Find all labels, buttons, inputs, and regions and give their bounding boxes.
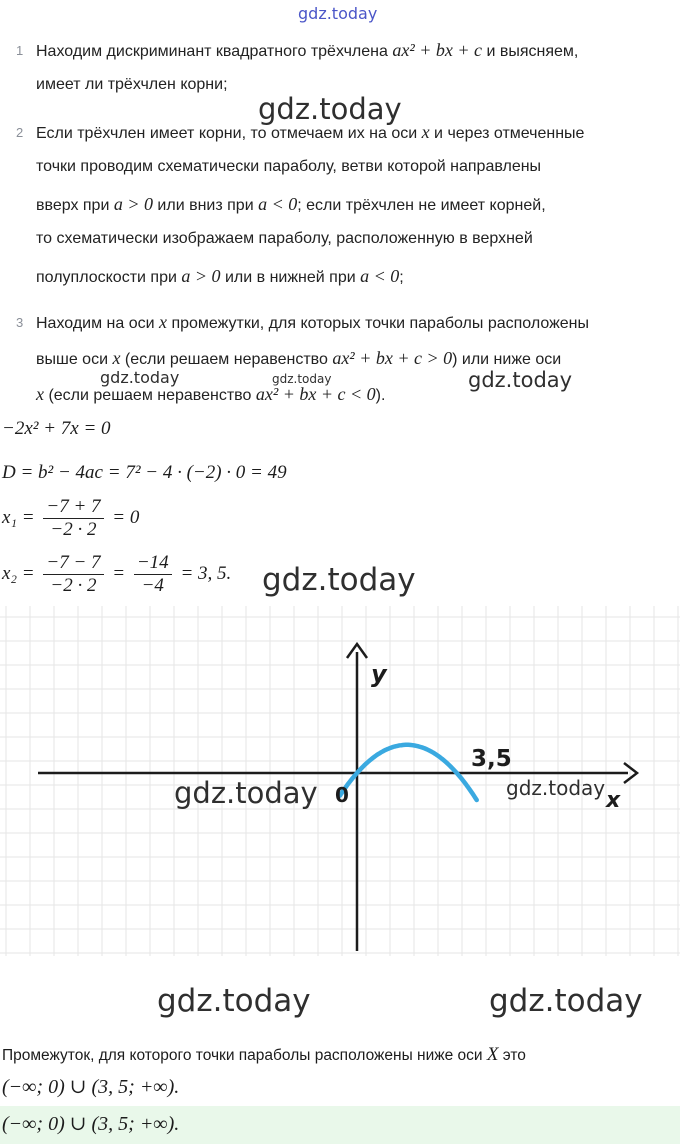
answer-box (0, 1106, 680, 1144)
step-line (36, 348, 561, 369)
step-number: 2 (16, 125, 24, 140)
origin-label: 0 (335, 783, 349, 807)
step-text: выше оси (36, 351, 113, 368)
step-text: или в нижней при (220, 269, 361, 286)
x1-numerator: −7 + 7 (43, 496, 103, 519)
step-text: (если решаем неравенство (44, 387, 256, 404)
step-line (36, 194, 546, 215)
step-text: промежутки, для которых точки параболы расположены (167, 315, 590, 332)
step-text: или вниз при (152, 197, 259, 214)
x2-fraction-simplified (134, 552, 172, 597)
x2-result: = 3, 5. (180, 562, 232, 584)
equation-root-x2 (2, 552, 231, 597)
parabola-graph (0, 606, 680, 956)
math-expression: x (112, 348, 121, 368)
watermark-top: gdz.today (298, 4, 378, 23)
step-text: Если трёхчлен имеет корни, то отмечаем их на оси (36, 125, 422, 142)
math-expression: a > 0 (181, 266, 221, 286)
step-text: вверх при (36, 197, 114, 214)
x2-fraction (43, 552, 103, 597)
equation-quadratic: −2x² + 7x = 0 (2, 418, 111, 439)
step-text: ). (375, 387, 386, 404)
step-line (36, 384, 385, 405)
step-text: ; (399, 269, 404, 286)
step-line (36, 312, 589, 333)
x2-equals: = (112, 562, 126, 584)
step-text: (если решаем неравенство (120, 351, 333, 368)
x2-denominator-simplified: −4 (141, 575, 164, 596)
step-text: Находим на оси (36, 315, 159, 332)
math-expression: ax² + bx + c < 0 (255, 384, 376, 404)
watermark: gdz.today (272, 372, 332, 386)
step-text: ) или ниже оси (452, 351, 562, 368)
conclusion-sentence: Промежуток, для которого точки параболы расположены ниже оси (2, 1047, 487, 1064)
conclusion-tail: это (498, 1047, 526, 1064)
math-expression: a < 0 (360, 266, 400, 286)
watermark: gdz.today (468, 368, 573, 392)
step-text: то схематически изображаем параболу, расположенную в верхней (36, 230, 533, 247)
math-expression: a < 0 (258, 194, 298, 214)
step-text: имеет ли трёхчлен корни; (36, 76, 228, 93)
step-line (36, 76, 228, 94)
x1-denominator: −2 · 2 (50, 519, 97, 540)
math-expression: x (159, 312, 167, 332)
step-text: полуплоскости при (36, 269, 182, 286)
x1-label: x₁ = (2, 506, 35, 528)
step-text: и выясняем, (482, 43, 579, 60)
watermark: gdz.today (489, 983, 643, 1019)
step-text: Находим дискриминант квадратного трёхчлена (36, 43, 393, 60)
watermark: gdz.today (157, 983, 311, 1019)
x2-numerator-simplified: −14 (134, 552, 172, 575)
interval-result: (−∞; 0) ∪ (3, 5; +∞). (2, 1076, 180, 1098)
root-label: 3,5 (471, 746, 512, 772)
conclusion-text (2, 1044, 526, 1066)
step-line (36, 266, 404, 287)
step-line (36, 40, 578, 61)
watermark: gdz.today (258, 92, 402, 126)
math-expression: ax² + bx + c (392, 40, 483, 60)
step-text: и через отмеченные (429, 125, 585, 142)
x2-denominator: −2 · 2 (50, 575, 97, 596)
watermark: gdz.today (174, 776, 318, 810)
step-text: точки проводим схематически параболу, ветви которой направлены (36, 158, 542, 175)
watermark: gdz.today (100, 368, 180, 387)
x-axis-label: x (606, 788, 621, 813)
x2-numerator: −7 − 7 (43, 552, 103, 575)
watermark: gdz.today (506, 776, 606, 800)
y-axis-label: y (371, 660, 387, 688)
watermark: gdz.today (262, 562, 416, 598)
step-number: 3 (16, 315, 24, 330)
step-number: 1 (16, 43, 24, 58)
math-expression: x (36, 384, 44, 404)
answer-text: (−∞; 0) ∪ (3, 5; +∞). (2, 1113, 180, 1135)
step-line (36, 158, 541, 176)
equation-root-x1 (2, 496, 139, 541)
x1-result: = 0 (112, 506, 140, 528)
x2-label: x₂ = (2, 562, 35, 584)
x1-fraction (43, 496, 103, 541)
conclusion-axis: X (486, 1044, 499, 1065)
math-expression: ax² + bx + c > 0 (332, 348, 453, 368)
equation-discriminant: D = b² − 4ac = 7² − 4 · (−2) · 0 = 49 (2, 462, 287, 483)
math-expression: a > 0 (113, 194, 153, 214)
step-text: ; если трёхчлен не имеет корней, (297, 197, 546, 214)
math-expression: x (421, 122, 430, 142)
step-line (36, 230, 533, 248)
